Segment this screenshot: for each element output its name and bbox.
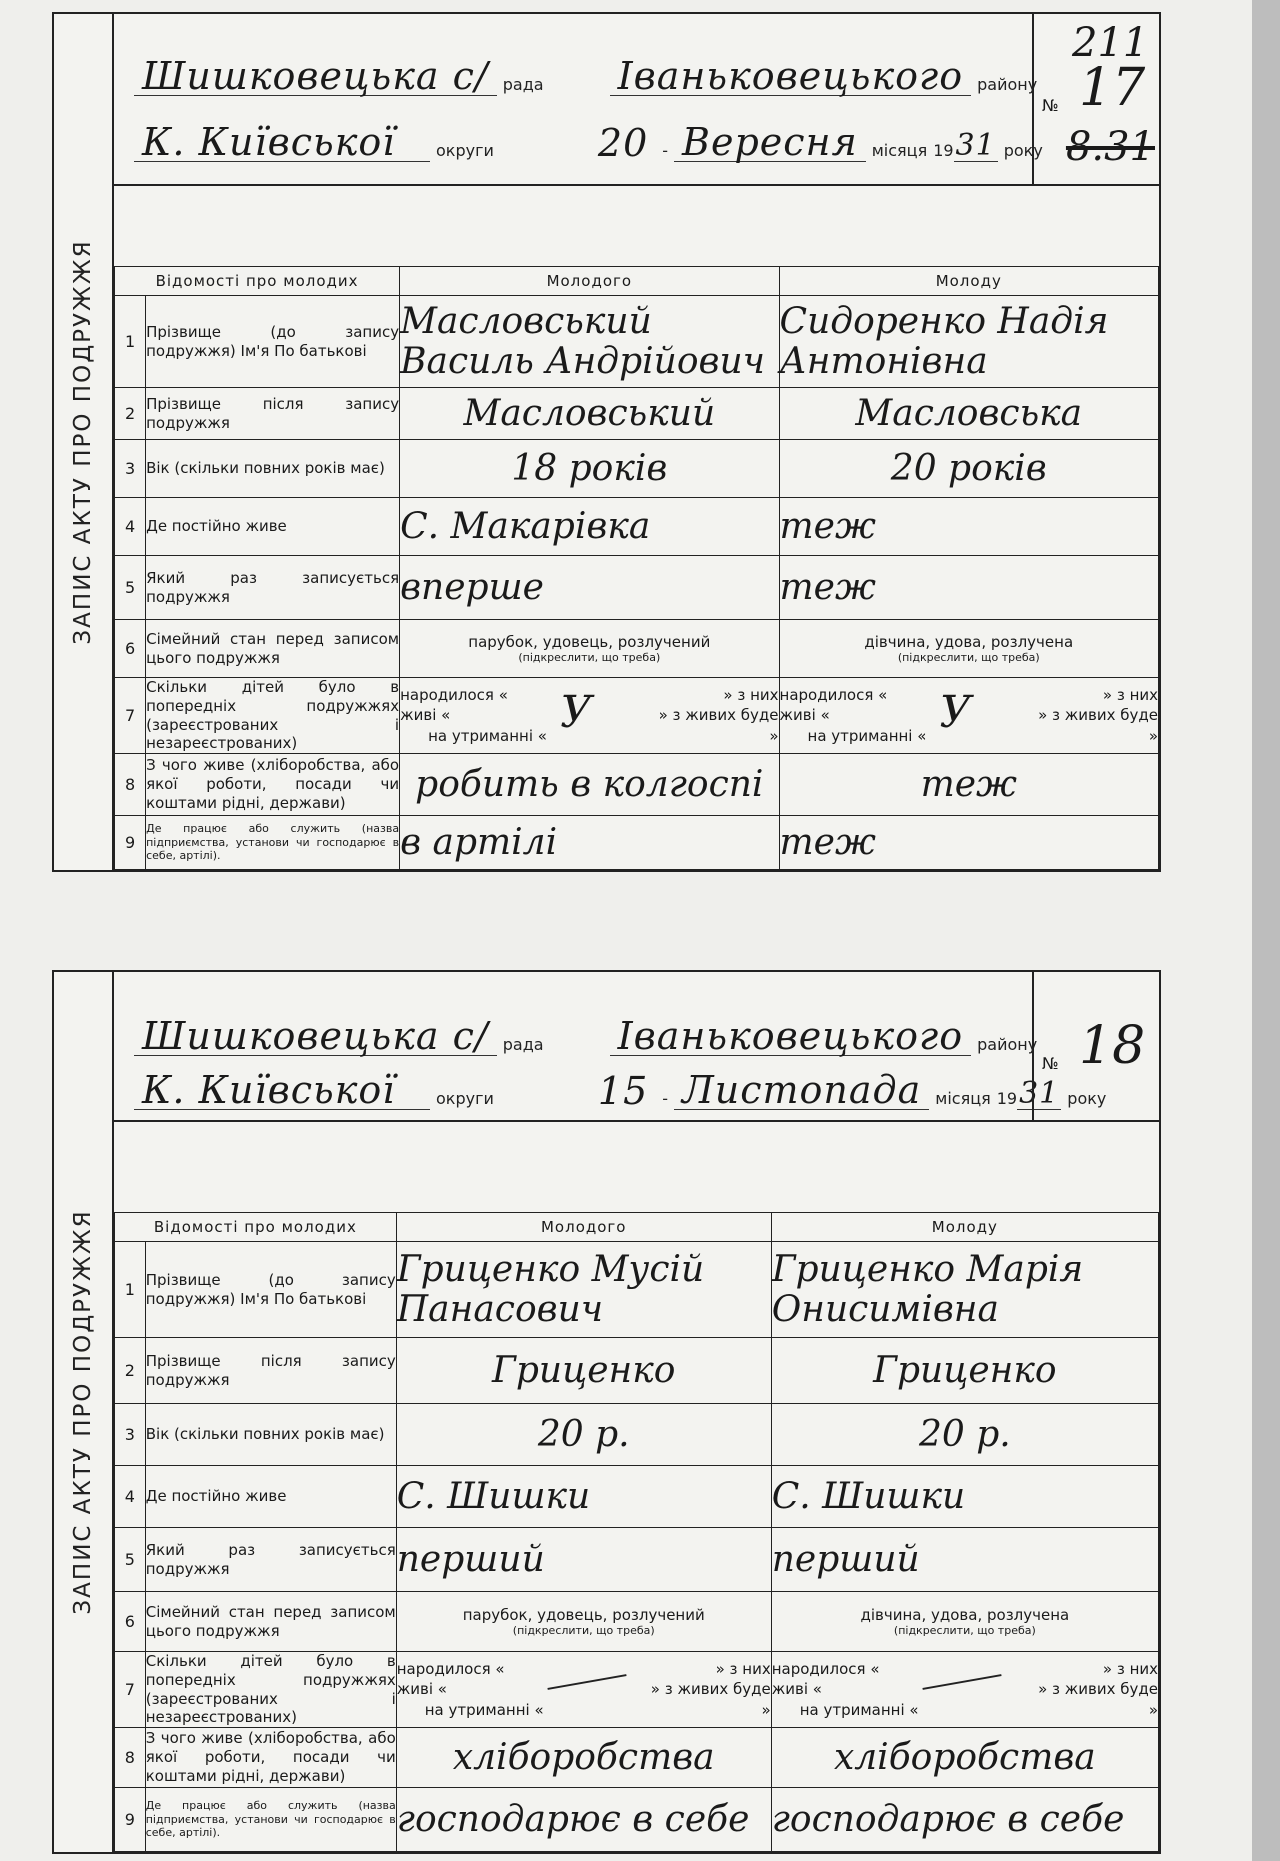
- row-number: 5: [115, 556, 146, 620]
- record-header: [114, 972, 1159, 1122]
- underline-hint: (підкреслити, що треба): [518, 650, 661, 664]
- groom-marital-options: [397, 1606, 771, 1637]
- record-number: 17: [1079, 58, 1146, 118]
- bride-answer-cell: [771, 1788, 1158, 1852]
- of-them-label: » з них: [1102, 1660, 1158, 1679]
- bride-handwritten-answer: господарює в себе: [771, 1798, 1125, 1840]
- bride-handwritten-answer: Гриценко Марія: [771, 1248, 1084, 1290]
- row-question: Де працює або служить (назва підприємства, установи чи господарює в себе, артілі).: [146, 816, 400, 870]
- marriage-record-form: [52, 970, 1161, 1854]
- bride-answer-cell: [779, 816, 1158, 870]
- table-row: [115, 754, 1159, 816]
- rada-label: рада: [502, 75, 544, 94]
- year-label: року: [1003, 141, 1043, 160]
- col-header-bride: Молоду: [779, 267, 1158, 296]
- bride-answer-cell: [779, 620, 1158, 678]
- header-line-rada: [134, 1012, 1043, 1056]
- close-quote: »: [1148, 726, 1158, 745]
- groom-handwritten-answer: Гриценко: [492, 1349, 676, 1391]
- bride-handwritten-answer: хліборобства: [833, 1736, 1096, 1778]
- groom-answer-cell: [396, 1242, 771, 1338]
- row-number: 1: [115, 296, 146, 388]
- okrug-label: округи: [436, 141, 494, 160]
- table-row: [115, 1404, 1159, 1466]
- close-quote: »: [761, 1700, 771, 1719]
- month-handwritten: Вересня: [674, 123, 866, 162]
- groom-answer-cell: [396, 1652, 771, 1728]
- underline-hint: (підкреслити, що треба): [893, 1623, 1036, 1637]
- support-label: на утриманні «: [424, 1700, 544, 1719]
- groom-options-text: парубок, удовець, розлучений: [468, 632, 711, 651]
- groom-answer-cell: [400, 388, 779, 440]
- col-header-groom: Молодого: [400, 267, 779, 296]
- year-prefix: 19: [996, 1089, 1018, 1108]
- raion-label: району: [977, 1035, 1038, 1054]
- okrug-handwritten: К. Київської: [134, 1071, 430, 1110]
- marriage-record-form: [52, 12, 1161, 872]
- groom-handwritten-answer: 20 р.: [537, 1413, 630, 1455]
- table-row: [115, 1788, 1159, 1852]
- row-number: 9: [115, 816, 146, 870]
- row-question: Сімейний стан перед записом цього подружжя: [145, 1592, 396, 1652]
- row-question: Де постійно живе: [146, 498, 400, 556]
- page-edge: [1252, 0, 1280, 1861]
- alive-label: живі «: [396, 1680, 447, 1699]
- bride-children-count: [780, 685, 1158, 746]
- bride-answer-cell: [779, 296, 1158, 388]
- support-label: на утриманні «: [428, 726, 547, 745]
- bride-answer-cell: [771, 1728, 1158, 1788]
- bride-handwritten-answer: 20 років: [890, 447, 1047, 489]
- groom-handwritten-answer: 18 років: [511, 447, 668, 489]
- table-row: [115, 1728, 1159, 1788]
- table-row: [115, 296, 1159, 388]
- rada-label: рада: [502, 1035, 544, 1054]
- number-label: №: [1042, 1054, 1059, 1073]
- col-header-groom: Молодого: [396, 1213, 771, 1242]
- alive-label: живі «: [400, 706, 451, 725]
- row-number: 8: [115, 754, 146, 816]
- groom-answer-cell: [400, 678, 779, 754]
- bride-handwritten-answer: теж: [779, 566, 876, 608]
- year-handwritten: 31: [955, 128, 996, 163]
- close-quote: »: [1148, 1700, 1158, 1719]
- row-number: 8: [115, 1728, 146, 1788]
- archive-page-number: 211: [1072, 20, 1149, 66]
- groom-answer-cell: [396, 1528, 771, 1592]
- born-label: народилося «: [779, 686, 888, 705]
- col-header-bride: Молоду: [771, 1213, 1158, 1242]
- header-line-okrug: [134, 118, 1049, 165]
- groom-answer-cell: [400, 440, 779, 498]
- groom-children-count: [400, 685, 778, 746]
- table-row: [115, 1592, 1159, 1652]
- bride-answer-cell: [779, 556, 1158, 620]
- row-question: Вік (скільки повних років має): [146, 440, 400, 498]
- groom-handwritten-answer: Василь Андрійович: [400, 340, 766, 382]
- bride-options-text: дівчина, удова, розлучена: [864, 632, 1074, 651]
- bride-handwritten-answer: Онисимівна: [771, 1288, 999, 1330]
- groom-children-mark: У: [560, 687, 592, 739]
- bride-handwritten-answer: перший: [771, 1538, 920, 1580]
- underline-hint: (підкреслити, що треба): [512, 1623, 655, 1637]
- bride-handwritten-answer: теж: [779, 505, 876, 547]
- row-question: Сімейний стан перед записом цього подружжя: [146, 620, 400, 678]
- groom-answer-cell: [396, 1592, 771, 1652]
- side-title-text: ЗАПИС АКТУ ПРО ПОДРУЖЖЯ: [70, 1209, 96, 1615]
- rada-handwritten: Шишковецька с/: [134, 57, 497, 96]
- okrug-label: округи: [436, 1089, 494, 1108]
- row-number: 9: [115, 1788, 146, 1852]
- table-row: [115, 440, 1159, 498]
- table-header-row: [115, 267, 1159, 296]
- table-row: [115, 1652, 1159, 1728]
- row-number: 6: [115, 1592, 146, 1652]
- marriage-details-table: [114, 1212, 1159, 1852]
- record-number-box: [1032, 14, 1159, 184]
- record-side-title: [54, 972, 114, 1852]
- table-row: [115, 498, 1159, 556]
- underline-hint: (підкреслити, що треба): [897, 650, 1040, 664]
- groom-handwritten-answer: хліборобства: [452, 1736, 715, 1778]
- bride-answer-cell: [771, 1592, 1158, 1652]
- day-handwritten: 20: [597, 121, 649, 165]
- groom-options-text: парубок, удовець, розлучений: [462, 1605, 705, 1624]
- close-quote: »: [769, 726, 779, 745]
- date-dash: -: [662, 141, 669, 160]
- marriage-details-table: [114, 266, 1159, 870]
- header-line-rada: [134, 52, 1043, 96]
- support-label: на утриманні «: [799, 1700, 919, 1719]
- groom-marital-options: [400, 633, 778, 664]
- table-header-row: [115, 1213, 1159, 1242]
- groom-answer-cell: [400, 296, 779, 388]
- bride-answer-cell: [771, 1338, 1158, 1404]
- bride-answer-cell: [771, 1404, 1158, 1466]
- bride-handwritten-answer: Масловська: [855, 392, 1083, 434]
- groom-handwritten-answer: С. Макарівка: [400, 505, 651, 547]
- bride-answer-cell: [779, 754, 1158, 816]
- bride-children-count: [772, 1659, 1158, 1720]
- bride-handwritten-answer: С. Шишки: [771, 1475, 966, 1517]
- table-row: [115, 1338, 1159, 1404]
- table-row: [115, 1466, 1159, 1528]
- of-them-label: » з них: [723, 686, 779, 705]
- row-number: 7: [115, 1652, 146, 1728]
- table-row: [115, 388, 1159, 440]
- month-label: місяця: [935, 1089, 991, 1108]
- born-label: народилося «: [771, 1660, 880, 1679]
- row-question: Прізвище (до запису подружжя) Ім'я По батькові: [146, 296, 400, 388]
- of-them-label: » з них: [715, 1660, 771, 1679]
- row-question: З чого живе (хліборобства, або якої роботи, посади чи коштами рідні, держави): [146, 754, 400, 816]
- groom-answer-cell: [400, 498, 779, 556]
- born-label: народилося «: [400, 686, 508, 705]
- raion-handwritten: Іваньковецького: [610, 1017, 972, 1056]
- bride-handwritten-answer: теж: [779, 821, 876, 863]
- row-question: Де працює або служить (назва підприємства, установи чи господарює в себе, артілі).: [145, 1788, 396, 1852]
- row-question: Який раз записується подружжя: [146, 556, 400, 620]
- bride-marital-options: [780, 633, 1158, 664]
- row-number: 4: [115, 1466, 146, 1528]
- row-number: 2: [115, 388, 146, 440]
- rada-handwritten: Шишковецька с/: [134, 1017, 497, 1056]
- row-number: 4: [115, 498, 146, 556]
- row-number: 1: [115, 1242, 146, 1338]
- alive-label: живі «: [779, 706, 830, 725]
- alive-suffix-label: » з живих буде: [650, 1680, 771, 1699]
- groom-handwritten-answer: перший: [396, 1538, 545, 1580]
- groom-answer-cell: [400, 816, 779, 870]
- bride-handwritten-answer: Гриценко: [873, 1349, 1057, 1391]
- table-row: [115, 678, 1159, 754]
- bride-answer-cell: [779, 498, 1158, 556]
- number-label: №: [1042, 96, 1059, 115]
- table-row: [115, 816, 1159, 870]
- date-dash: -: [662, 1089, 669, 1108]
- bride-answer-cell: [779, 678, 1158, 754]
- month-label: місяця: [871, 141, 928, 160]
- row-question: Скільки дітей було в попередніх подружжях (зареєстрованих і незареєстрованих): [145, 1652, 396, 1727]
- col-header-info: Відомості про молодих: [115, 267, 400, 296]
- row-question: Прізвище після запису подружжя: [146, 388, 400, 440]
- groom-answer-cell: [396, 1466, 771, 1528]
- row-question: Скільки дітей було в попередніх подружжях (зареєстрованих і незареєстрованих): [146, 678, 400, 753]
- row-number: 7: [115, 678, 146, 754]
- day-handwritten: 15: [597, 1069, 649, 1113]
- groom-answer-cell: [396, 1728, 771, 1788]
- month-handwritten: Листопада: [674, 1071, 929, 1110]
- groom-answer-cell: [396, 1788, 771, 1852]
- year-prefix: 19: [933, 141, 954, 160]
- alive-suffix-label: » з живих буде: [1038, 1680, 1158, 1699]
- row-question: З чого живе (хліборобства, або якої роботи, посади чи коштами рідні, держави): [145, 1728, 396, 1788]
- year-handwritten: 31: [1019, 1076, 1060, 1111]
- row-question: Де постійно живе: [145, 1466, 396, 1528]
- groom-handwritten-answer: Панасович: [396, 1288, 604, 1330]
- header-line-okrug: [134, 1066, 1112, 1113]
- okrug-handwritten: К. Київської: [134, 123, 430, 162]
- record-side-title: [54, 14, 114, 870]
- table-row: [115, 556, 1159, 620]
- alive-suffix-label: » з живих буде: [1038, 706, 1158, 725]
- row-number: 3: [115, 440, 146, 498]
- groom-handwritten-answer: робить в колгоспі: [415, 763, 764, 805]
- record-number: 18: [1079, 1016, 1146, 1076]
- bride-handwritten-answer: 20 р.: [918, 1413, 1011, 1455]
- groom-handwritten-answer: Гриценко Мусій: [396, 1248, 705, 1290]
- col-header-info: Відомості про молодих: [115, 1213, 397, 1242]
- born-label: народилося «: [396, 1660, 505, 1679]
- bride-answer-cell: [771, 1466, 1158, 1528]
- row-question: Який раз записується подружжя: [145, 1528, 396, 1592]
- groom-answer-cell: [400, 620, 779, 678]
- bride-children-mark: У: [939, 687, 972, 739]
- bride-answer-cell: [771, 1652, 1158, 1728]
- groom-answer-cell: [396, 1338, 771, 1404]
- bride-answer-cell: [779, 440, 1158, 498]
- table-row: [115, 1528, 1159, 1592]
- row-number: 5: [115, 1528, 146, 1592]
- support-label: на утриманні «: [807, 726, 927, 745]
- alive-suffix-label: » з живих буде: [658, 706, 779, 725]
- row-question: Прізвище (до запису подружжя) Ім'я По батькові: [145, 1242, 396, 1338]
- groom-children-count: [397, 1659, 771, 1720]
- bride-handwritten-answer: Сидоренко Надія: [779, 300, 1109, 342]
- alive-label: живі «: [771, 1680, 822, 1699]
- groom-answer-cell: [400, 556, 779, 620]
- of-them-label: » з них: [1102, 686, 1158, 705]
- groom-handwritten-answer: Масловський: [463, 392, 716, 434]
- groom-answer-cell: [400, 754, 779, 816]
- table-row: [115, 620, 1159, 678]
- bride-answer-cell: [771, 1242, 1158, 1338]
- row-question: Вік (скільки повних років має): [145, 1404, 396, 1466]
- bride-answer-cell: [779, 388, 1158, 440]
- raion-handwritten: Іваньковецького: [610, 57, 972, 96]
- bride-options-text: дівчина, удова, розлучена: [860, 1605, 1070, 1624]
- row-question: Прізвище після запису подружжя: [145, 1338, 396, 1404]
- record-header: [114, 14, 1159, 186]
- raion-label: району: [977, 75, 1038, 94]
- row-number: 2: [115, 1338, 146, 1404]
- crossed-out-note: 8.31: [1065, 124, 1155, 170]
- row-number: 3: [115, 1404, 146, 1466]
- table-row: [115, 1242, 1159, 1338]
- side-title-text: ЗАПИС АКТУ ПРО ПОДРУЖЖЯ: [70, 239, 96, 645]
- groom-handwritten-answer: в артілі: [400, 821, 558, 863]
- bride-marital-options: [772, 1606, 1158, 1637]
- year-label: року: [1067, 1089, 1107, 1108]
- groom-answer-cell: [396, 1404, 771, 1466]
- groom-handwritten-answer: С. Шишки: [396, 1475, 591, 1517]
- record-number-box: [1032, 972, 1159, 1120]
- bride-handwritten-answer: Антонівна: [779, 340, 988, 382]
- groom-handwritten-answer: вперше: [400, 566, 544, 608]
- groom-handwritten-answer: господарює в себе: [396, 1798, 750, 1840]
- groom-handwritten-answer: Масловський: [400, 300, 652, 342]
- row-number: 6: [115, 620, 146, 678]
- bride-answer-cell: [771, 1528, 1158, 1592]
- bride-handwritten-answer: теж: [920, 763, 1017, 805]
